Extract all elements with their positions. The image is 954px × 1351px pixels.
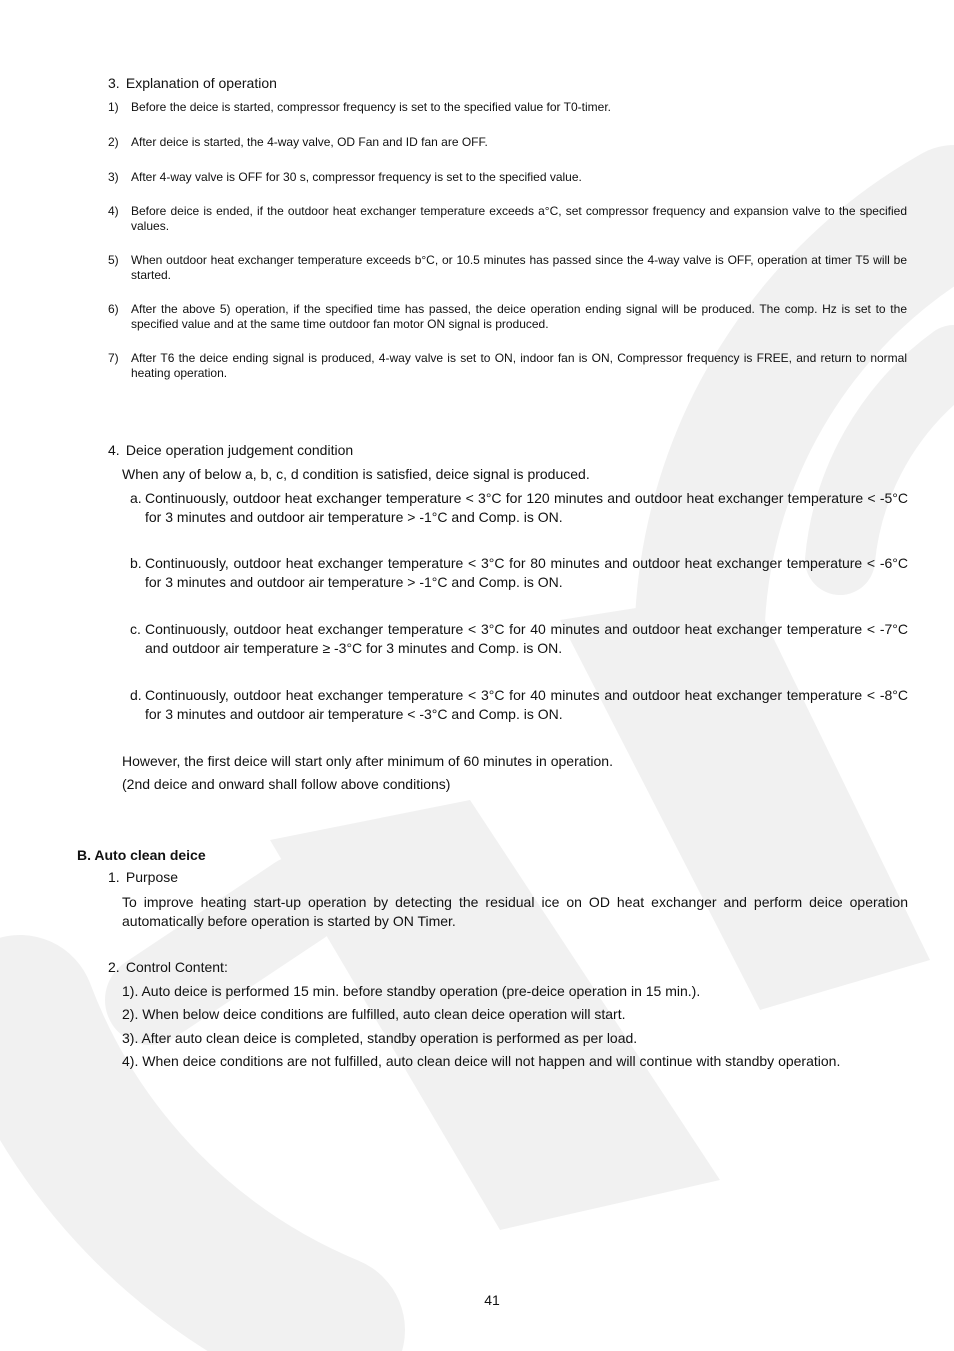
section-heading-text: Purpose	[125, 869, 179, 885]
item-text: Before deice is ended, if the outdoor heat exchanger temperature exceeds a°C, set compressor frequency and expansion valve to the specified values.	[131, 204, 907, 233]
condition-item-c	[130, 620, 908, 658]
section-heading-text: Explanation of operation	[125, 75, 277, 91]
deice-intro-text: When any of below a, b, c, d condition is satisfied, deice signal is produced.	[122, 466, 590, 482]
section-heading-text: Deice operation judgement condition	[125, 442, 354, 458]
control-item: 2). When below deice conditions are fulfilled, auto clean deice operation will start.	[122, 1006, 626, 1022]
section-number: 3.	[108, 75, 120, 91]
condition-text: Continuously, outdoor heat exchanger temperature < 3°C for 40 minutes and outdoor heat exchanger temperature < -7°C and outdoor air temperature ≥ -3°C for 3 minutes and Comp. is ON.	[145, 621, 908, 656]
section-number: 4.	[108, 442, 120, 458]
condition-letter: c.	[130, 621, 141, 637]
operation-list-item	[108, 100, 907, 115]
item-number: 6)	[108, 302, 119, 316]
section-number: 1.	[108, 869, 120, 885]
item-text: Before the deice is started, compressor frequency is set to the specified value for T0-timer.	[131, 100, 612, 114]
section-3-heading	[108, 75, 277, 91]
item-text: After 4-way valve is OFF for 30 s, compressor frequency is set to the specified value.	[131, 170, 582, 184]
item-number: 3)	[108, 170, 119, 184]
page-number: 41	[484, 1292, 500, 1308]
section-heading-text: Control Content:	[125, 959, 228, 975]
operation-list-item	[108, 170, 907, 185]
purpose-text: To improve heating start-up operation by detecting the residual ice on OD heat exchanger and perform deice operation automatically before operation is started by ON Timer.	[122, 894, 908, 929]
item-text: After deice is started, the 4-way valve, OD Fan and ID fan are OFF.	[131, 135, 488, 149]
control-item: 3). After auto clean deice is completed, standby operation is performed as per load.	[122, 1030, 638, 1046]
section-number: 2.	[108, 959, 120, 975]
condition-letter: b.	[130, 555, 142, 571]
control-item: 1). Auto deice is performed 15 min. before standby operation (pre-deice operation in 15 min.).	[122, 983, 701, 999]
operation-list-item	[108, 302, 907, 332]
item-number: 1)	[108, 100, 119, 114]
subsequent-deice-note: (2nd deice and onward shall follow above conditions)	[122, 776, 451, 792]
condition-text: Continuously, outdoor heat exchanger temperature < 3°C for 40 minutes and outdoor heat exchanger temperature < -8°C for 3 minutes and outdoor air temperature < -3°C and Comp. is ON.	[145, 687, 908, 722]
condition-text: Continuously, outdoor heat exchanger temperature < 3°C for 120 minutes and outdoor heat exchanger temperature < -5°C for 3 minutes and outdoor air temperature > -1°C and Comp. is ON.	[145, 490, 908, 525]
item-text: When outdoor heat exchanger temperature exceeds b°C, or 10.5 minutes has passed since the 4-way valve is OFF, operation at timer T5 will be started.	[131, 253, 907, 282]
first-deice-note: However, the first deice will start only after minimum of 60 minutes in operation.	[122, 753, 613, 769]
condition-letter: a.	[130, 490, 142, 506]
operation-list-item	[108, 351, 907, 381]
item-number: 7)	[108, 351, 119, 365]
section-4-heading	[108, 442, 353, 458]
condition-letter: d.	[130, 687, 142, 703]
section-b-heading: B. Auto clean deice	[77, 847, 206, 863]
condition-item-a	[130, 489, 908, 527]
purpose-heading	[108, 869, 178, 885]
operation-list-item	[108, 135, 907, 150]
condition-item-d	[130, 686, 908, 724]
item-text: After T6 the deice ending signal is produced, 4-way valve is set to ON, indoor fan is ON, Compressor frequency is FREE, and return to normal heating operation.	[131, 351, 907, 380]
control-content-heading	[108, 959, 228, 975]
control-item: 4). When deice conditions are not fulfilled, auto clean deice will not happen and will continue with standby operation.	[122, 1053, 841, 1069]
operation-list-item	[108, 204, 907, 234]
condition-item-b	[130, 554, 908, 592]
condition-text: Continuously, outdoor heat exchanger temperature < 3°C for 80 minutes and outdoor heat exchanger temperature < -6°C for 3 minutes and outdoor air temperature > -1°C and Comp. is ON.	[145, 555, 908, 590]
item-number: 2)	[108, 135, 119, 149]
item-number: 5)	[108, 253, 119, 267]
operation-list-item	[108, 253, 907, 283]
item-text: After the above 5) operation, if the specified time has passed, the deice operation ending signal will be produced. The comp. Hz is set to the specified value and at the same time outdoor fan motor ON signal is produced.	[131, 302, 907, 331]
item-number: 4)	[108, 204, 119, 218]
